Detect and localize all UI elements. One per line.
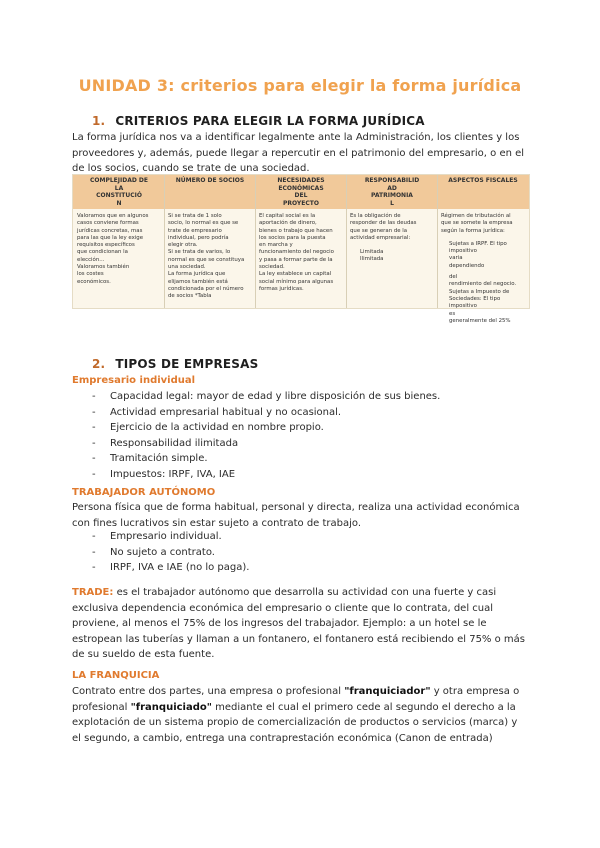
trabajador-autonomo-text: Persona física que de forma habitual, personal y directa, realiza una actividad económica con fines lucrativos sin estar sujeto a contrato de trabajo. [72,502,520,529]
table-divider [346,175,347,308]
table-cell-complejidad: Valoramos que en algunos casos conviene formas jurídicas concretas, mas para las que la ley exige requisitos específicos que condicionan la elección... Valoramos también los costes económicos. [77,213,149,285]
list-item: - IRPF, IVA e IAE (no lo paga). [92,560,249,576]
list-item: - Capacidad legal: mayor de edad y libre disposición de sus bienes. [92,389,440,405]
list-item: - Tramitación simple. [92,451,440,467]
empresario-individual-heading: Empresario individual [72,375,196,386]
list-item: - Ejercicio de la actividad en nombre propio. [92,420,440,436]
franquicia-paragraph: Contrato entre dos partes, una empresa o profesional "franquiciador" y otra empresa o profesional "franquiciado" mediante el cual el primero cede al segundo el derecho a la explotación de un sistema propio de comercialización de productos o servicios (marca) y el segundo, a cambio, entrega una contraprestación económica (Canon de entrada) [72,686,520,744]
section1-heading [92,114,425,128]
criteria-table [72,174,530,324]
unit-title: UNIDAD 3: criterios para elegir la forma jurídica [78,76,522,95]
section1-title: CRITERIOS PARA ELEGIR LA FORMA JURÍDICA [115,114,425,128]
franquicia-heading: LA FRANQUICIA [72,670,160,681]
section2-heading [92,357,258,371]
intro-line: La forma jurídica nos va a identificar legalmente ante la Administración, los clientes y los [72,132,520,143]
list-item: - Impuestos: IRPF, IVA, IAE [92,467,440,483]
table-header-responsabilidad: RESPONSABILID AD PATRIMONIA L [364,177,420,207]
intro-line: de los socios, cuando se trate de una sociedad. [72,163,310,174]
section2-number: 2. [92,357,106,371]
trade-label: TRADE: [72,587,114,598]
empresario-individual-list [92,389,440,482]
table-header-complejidad: COMPLEJIDAD DE LA CONSTITUCIÓ N [89,177,149,207]
table-divider [437,175,438,308]
table-cell-responsabilidad: Es la obligación de responder de las deudas que se generan de la actividad empresarial: Limitada Ilimitada [350,213,417,263]
trade-paragraph: TRADE: es el trabajador autónomo que desarrolla su actividad con una fuerte y casi exclusiva dependencia económica del empresario o cliente que lo contrata, del cual proviene, al menos el 75% de los ingresos del trabajador. Ejemplo: a un hotel se le estropean las tuberías y llaman a un fontanero, el fontanero está recibiendo el 75% o más de su sueldo de esta fuente. [72,587,525,660]
list-item: - Actividad empresarial habitual y no ocasional. [92,405,440,421]
table-cell-fiscales: Régimen de tributación al que se somete la empresa según la forma jurídica: Sujetas a IRPF. El tipo impositivo varia dependiendo del rendimiento del negocio. Sujetas a Impuesto de Sociedades: El tipo impositivo es generalmente del 25% [441,213,517,324]
table-divider [164,175,165,308]
table-header-fiscales: ASPECTOS FISCALES [448,177,518,184]
section1-number: 1. [92,114,106,128]
table-divider [255,175,256,308]
trabajador-autonomo-heading: TRABAJADOR AUTÓNOMO [72,487,216,498]
list-item: - No sujeto a contrato. [92,545,249,561]
section1-intro [72,130,528,177]
intro-line: proveedores y, además, puede llegar a repercutir en el patrimonio del empresario, o en el [72,147,525,159]
table-cell-necesidades: El capital social es la aportación de dinero, bienes o trabajo que hacen los socios para la puesta en marcha y funcionamiento del negocio y pasa a formar parte de la sociedad. La ley establece un capital social mínimo para algunas formas jurídicas. [259,213,334,292]
list-item: - Empresario individual. [92,529,249,545]
trabajador-autonomo-list [92,529,249,576]
table-header-necesidades: NECESIDADES ECONÓMICAS DEL PROYECTO [277,177,325,207]
table-cell-socios: Si se trata de 1 solo socio, lo normal es que se trate de empresario individual, pero podría elegir otra. Si se trata de varios, lo normal es que se constituya una sociedad. La forma jurídica que elijamos también está condicionada por el número de socios *Tabla [168,213,245,300]
list-item: - Responsabilidad ilimitada [92,436,440,452]
section2-title: TIPOS DE EMPRESAS [115,357,259,371]
table-header-socios: NÚMERO DE SOCIOS [175,177,245,184]
